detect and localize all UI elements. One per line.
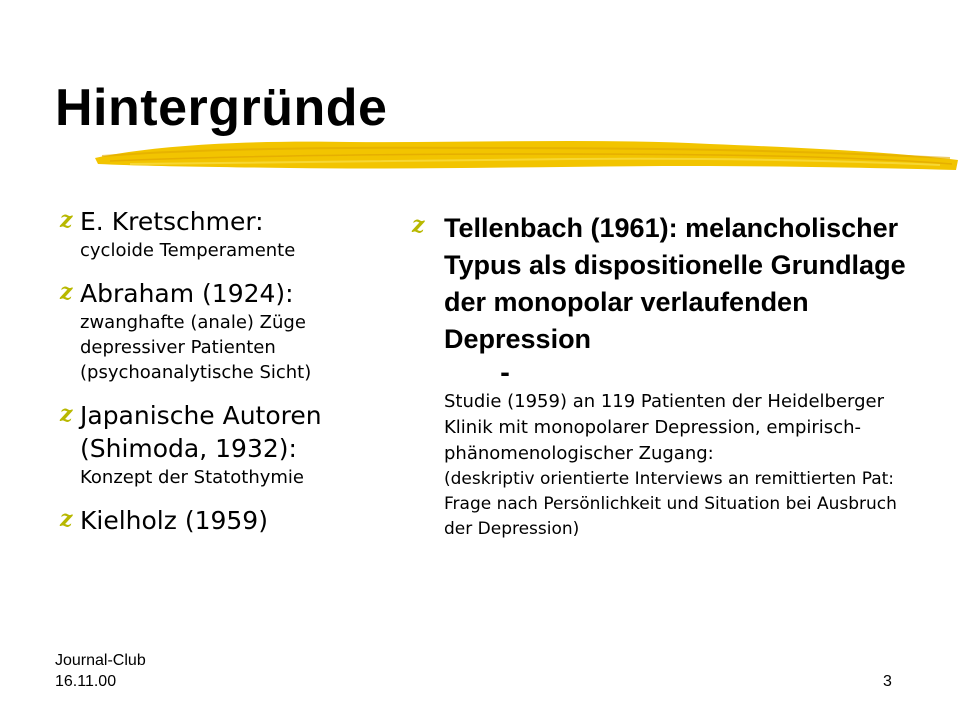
title-underline-brushstroke — [90, 128, 960, 188]
slide-title: Hintergründe — [55, 79, 388, 137]
bullet-icon: z — [412, 212, 425, 238]
footer-event: Journal-Club — [55, 652, 146, 669]
study-note: (deskriptiv orientierte Interviews an remittierten Pat: Frage nach Persönlichkeit und Situation bei Ausbruch der Depression) — [444, 469, 897, 539]
list-item-heading: Japanische Autoren (Shimoda, 1932): — [80, 401, 322, 463]
list-item-heading: Tellenbach (1961): melancholischer Typus als dispositionelle Grundlage der monopolar verlaufenden Depression — [444, 213, 906, 354]
list-item-heading: Abraham (1924): — [80, 279, 294, 308]
bullet-icon: z — [60, 207, 73, 233]
list-item-detail: Konzept der Statothymie — [80, 467, 304, 488]
list-item-heading: E. Kretschmer: — [80, 207, 264, 236]
bullet-icon: z — [60, 401, 73, 427]
bullet-icon: z — [60, 506, 73, 532]
footer-date: 16.11.00 — [55, 673, 117, 690]
list-item — [60, 399, 400, 490]
right-bullet-list — [412, 210, 912, 542]
page-number: 3 — [883, 673, 892, 690]
list-item-heading: Kielholz (1959) — [80, 506, 268, 535]
list-item — [60, 504, 400, 537]
list-item — [412, 210, 912, 542]
list-item — [60, 277, 400, 385]
list-item-detail: zwanghafte (anale) Züge depressiver Patienten (psychoanalytische Sicht) — [80, 312, 312, 383]
bullet-icon: z — [60, 279, 73, 305]
footer-label — [55, 650, 146, 692]
list-item-detail — [444, 360, 912, 467]
dash-marker: - — [500, 359, 510, 387]
left-bullet-list — [60, 205, 400, 551]
list-item — [60, 205, 400, 263]
study-description: Studie (1959) an 119 Patienten der Heidelberger Klinik mit monopolarer Depression, empirisch-phänomenologischer Zugang: — [444, 391, 885, 464]
list-item-detail: cycloide Temperamente — [80, 240, 296, 261]
